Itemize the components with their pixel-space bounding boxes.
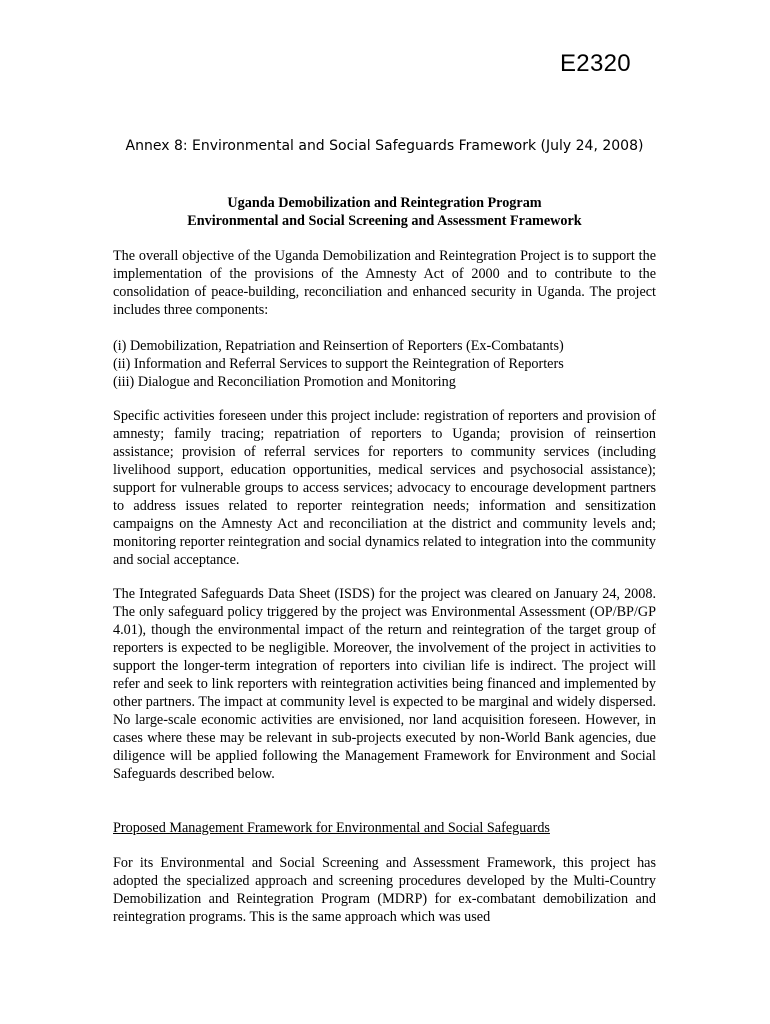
program-heading <box>113 194 656 230</box>
screening-paragraph: For its Environmental and Social Screening and Assessment Framework, this project has adopted the specialized approach and screening procedures developed by the Multi-Country Demobilization and Reintegration Program (MDRP) for ex-combatant demobilization and reintegration programs. This is the same approach which was used <box>113 855 656 925</box>
objective-paragraph: The overall objective of the Uganda Demobilization and Reintegration Project is to support the implementation of the provisions of the Amnesty Act of 2000 and to contribute to the consolidation of peace-building, reconciliation and enhanced security in Uganda. The project includes three components: <box>113 248 656 318</box>
list-item: (iii) Dialogue and Reconciliation Promotion and Monitoring <box>113 374 456 390</box>
components-list <box>113 337 656 391</box>
section-heading: Proposed Management Framework for Environmental and Social Safeguards <box>113 820 550 836</box>
list-item: (ii) Information and Referral Services to support the Reintegration of Reporters <box>113 356 564 372</box>
list-item: (i) Demobilization, Repatriation and Reinsertion of Reporters (Ex-Combatants) <box>113 338 564 354</box>
program-heading-line2: Environmental and Social Screening and Assessment Framework <box>187 213 582 229</box>
annex-title: Annex 8: Environmental and Social Safeguards Framework (July 24, 2008) <box>125 138 644 154</box>
isds-paragraph: The Integrated Safeguards Data Sheet (ISDS) for the project was cleared on January 24, 2008. The only safeguard policy triggered by the project was Environmental Assessment (OP/BP/GP 4.01), though the environmental impact of the return and reintegration of the target group of reporters is expected to be negligible. Moreover, the involvement of the project in activities to support the longer-term integration of reporters into civilian life is indirect. The project will refer and seek to link reporters with reintegration activities being financed and implemented by other partners. The impact at community level is expected to be marginal and widely dispersed. No large-scale economic activities are envisioned, nor land acquisition foreseen. However, in cases where these may be relevant in sub-projects executed by non-World Bank agencies, due diligence will be applied following the Management Framework for Environment and Social Safeguards described below. <box>113 586 656 782</box>
document-id: E2320 <box>560 50 631 77</box>
program-heading-line1: Uganda Demobilization and Reintegration Program <box>227 195 542 211</box>
activities-paragraph: Specific activities foreseen under this project include: registration of reporters and provision of amnesty; family tracing; repatriation of reporters to Uganda; provision of reinsertion assistance; provision of referral services for reporters to community services (including livelihood support, education opportunities, medical services and psychosocial assistance); support for vulnerable groups to access services; advocacy to encourage development partners to address issues related to reporter reintegration needs; information and sensitization campaigns on the Amnesty Act and reconciliation at the district and community levels and; monitoring reporter reintegration and social dynamics related to integration into the community and social acceptance. <box>113 408 656 568</box>
